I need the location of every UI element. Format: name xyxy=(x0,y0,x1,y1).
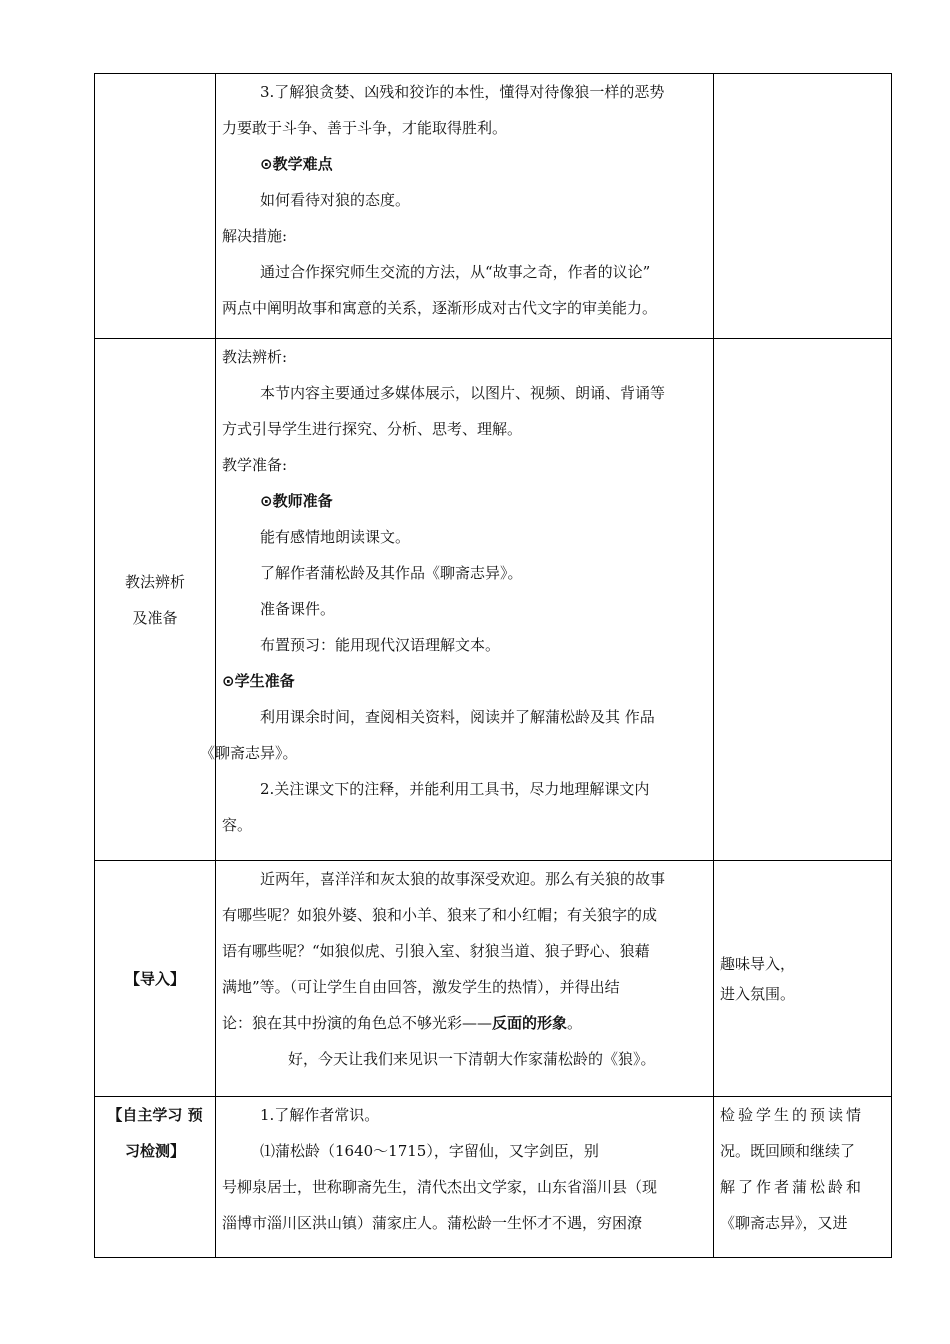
content-cell xyxy=(216,861,714,1097)
teacher-prep-item: 布置预习：能用现代汉语理解文本。 xyxy=(260,636,501,654)
row-label-cell xyxy=(95,1097,216,1258)
row-label: 【导入】 xyxy=(124,969,185,988)
intro-closing: 好，今天让我们来见识一下清朝大作家蒲松龄的《狼》。 xyxy=(288,1050,656,1068)
method-text-cont: 方式引导学生进行探究、分析、思考、理解。 xyxy=(222,420,523,438)
prep-label: 教学准备: xyxy=(222,456,288,474)
intro-conclusion xyxy=(216,1005,713,1041)
student-prep-text-cont: 《聊斋志异》。 xyxy=(200,744,298,762)
author-bio-cont: 淄博市淄川区洪山镇）蒲家庄人。蒲松龄一生怀才不遇，穷困潦 xyxy=(222,1214,643,1232)
note-text-cont: 况。既回顾和继续了 xyxy=(720,1142,856,1160)
student-prep-item-2: 2.关注课文下的注释，并能利用工具书，尽力地理解课文内 xyxy=(260,780,650,798)
measures-label: 解决措施: xyxy=(222,227,288,245)
intro-text: 语有哪些呢？“如狼似虎、引狼入室、豺狼当道、狼子野心、狼藉 xyxy=(222,942,650,960)
student-prep-text: 利用课余时间，查阅相关资料，阅读并了解蒲松龄及其 作品 xyxy=(260,708,655,726)
teacher-prep-heading: ⊙教师准备 xyxy=(260,492,333,510)
intro-conclusion-bold: 反面的形象 xyxy=(492,1014,568,1032)
table-row xyxy=(95,74,892,339)
note-cell xyxy=(714,74,892,339)
measures-text: 通过合作探究师生交流的方法，从“故事之奇，作者的议论” xyxy=(260,263,651,281)
note-cell xyxy=(714,1097,892,1258)
goal-3-text: 3.了解狼贪婪、凶残和狡诈的本性，懂得对待像狼一样的恶势 xyxy=(260,83,665,101)
note-text: 检验学生的预读情 xyxy=(720,1106,865,1124)
teacher-prep-item: 能有感情地朗读课文。 xyxy=(260,528,411,546)
method-text: 本节内容主要通过多媒体展示，以图片、视频、朗诵、背诵等 xyxy=(260,384,666,402)
row-label-cell xyxy=(95,861,216,1097)
author-bio-cont: 号柳泉居士，世称聊斋先生，清代杰出文学家，山东省淄川县（现 xyxy=(222,1178,658,1196)
table-row xyxy=(95,1097,892,1258)
measures-text-cont: 两点中阐明故事和寓意的关系，逐渐形成对古代文字的审美能力。 xyxy=(222,299,658,317)
teacher-prep-item: 了解作者蒲松龄及其作品《聊斋志异》。 xyxy=(260,564,523,582)
content-cell xyxy=(200,339,714,861)
student-prep-heading: ⊙学生准备 xyxy=(222,672,295,690)
note-text-cont: 《聊斋志异》，又进 xyxy=(720,1214,848,1232)
content-cell xyxy=(216,74,714,339)
row-label-cell xyxy=(95,339,216,861)
table-row xyxy=(95,861,892,1097)
note-text-cont: 进入氛围。 xyxy=(720,984,796,1003)
goal-3-text-cont: 力要敢于斗争、善于斗争，才能取得胜利。 xyxy=(222,119,508,137)
row-label-cont: 及准备 xyxy=(132,608,178,627)
author-bio: ⑴蒲松龄（1640～1715），字留仙，又字剑臣，别 xyxy=(260,1142,599,1160)
table-row xyxy=(95,339,892,861)
intro-text: 满地”等。（可让学生自由回答，激发学生的热情），并得出结 xyxy=(222,978,620,996)
difficulty-text: 如何看待对狼的态度。 xyxy=(260,191,411,209)
intro-text: 有哪些呢？如狼外婆、狼和小羊、狼来了和小红帽；有关狼字的成 xyxy=(222,906,658,924)
note-cell xyxy=(714,339,892,861)
note-text-cont: 解了作者蒲松龄和 xyxy=(720,1178,865,1196)
preview-item-1: 1.了解作者常识。 xyxy=(260,1106,380,1124)
student-prep-item-2-cont: 容。 xyxy=(222,816,253,834)
row-label: 【自主学习 预 xyxy=(107,1106,203,1124)
difficulty-heading: ⊙教学难点 xyxy=(260,155,333,173)
note-text: 趣味导入， xyxy=(720,954,796,973)
row-label-cell xyxy=(95,74,216,339)
intro-conclusion-prefix: 论：狼在其中扮演的角色总不够光彩—— xyxy=(222,1014,493,1032)
intro-text: 近两年，喜洋洋和灰太狼的故事深受欢迎。那么有关狼的故事 xyxy=(260,870,666,888)
row-label-cont: 习检测】 xyxy=(124,1142,185,1160)
method-label: 教法辨析: xyxy=(222,348,288,366)
lesson-plan-table xyxy=(94,73,892,1258)
note-cell xyxy=(714,861,892,1097)
teacher-prep-item: 准备课件。 xyxy=(260,600,336,618)
row-label: 教法辨析 xyxy=(124,572,185,591)
content-cell xyxy=(216,1097,714,1258)
intro-conclusion-suffix: 。 xyxy=(567,1014,583,1032)
